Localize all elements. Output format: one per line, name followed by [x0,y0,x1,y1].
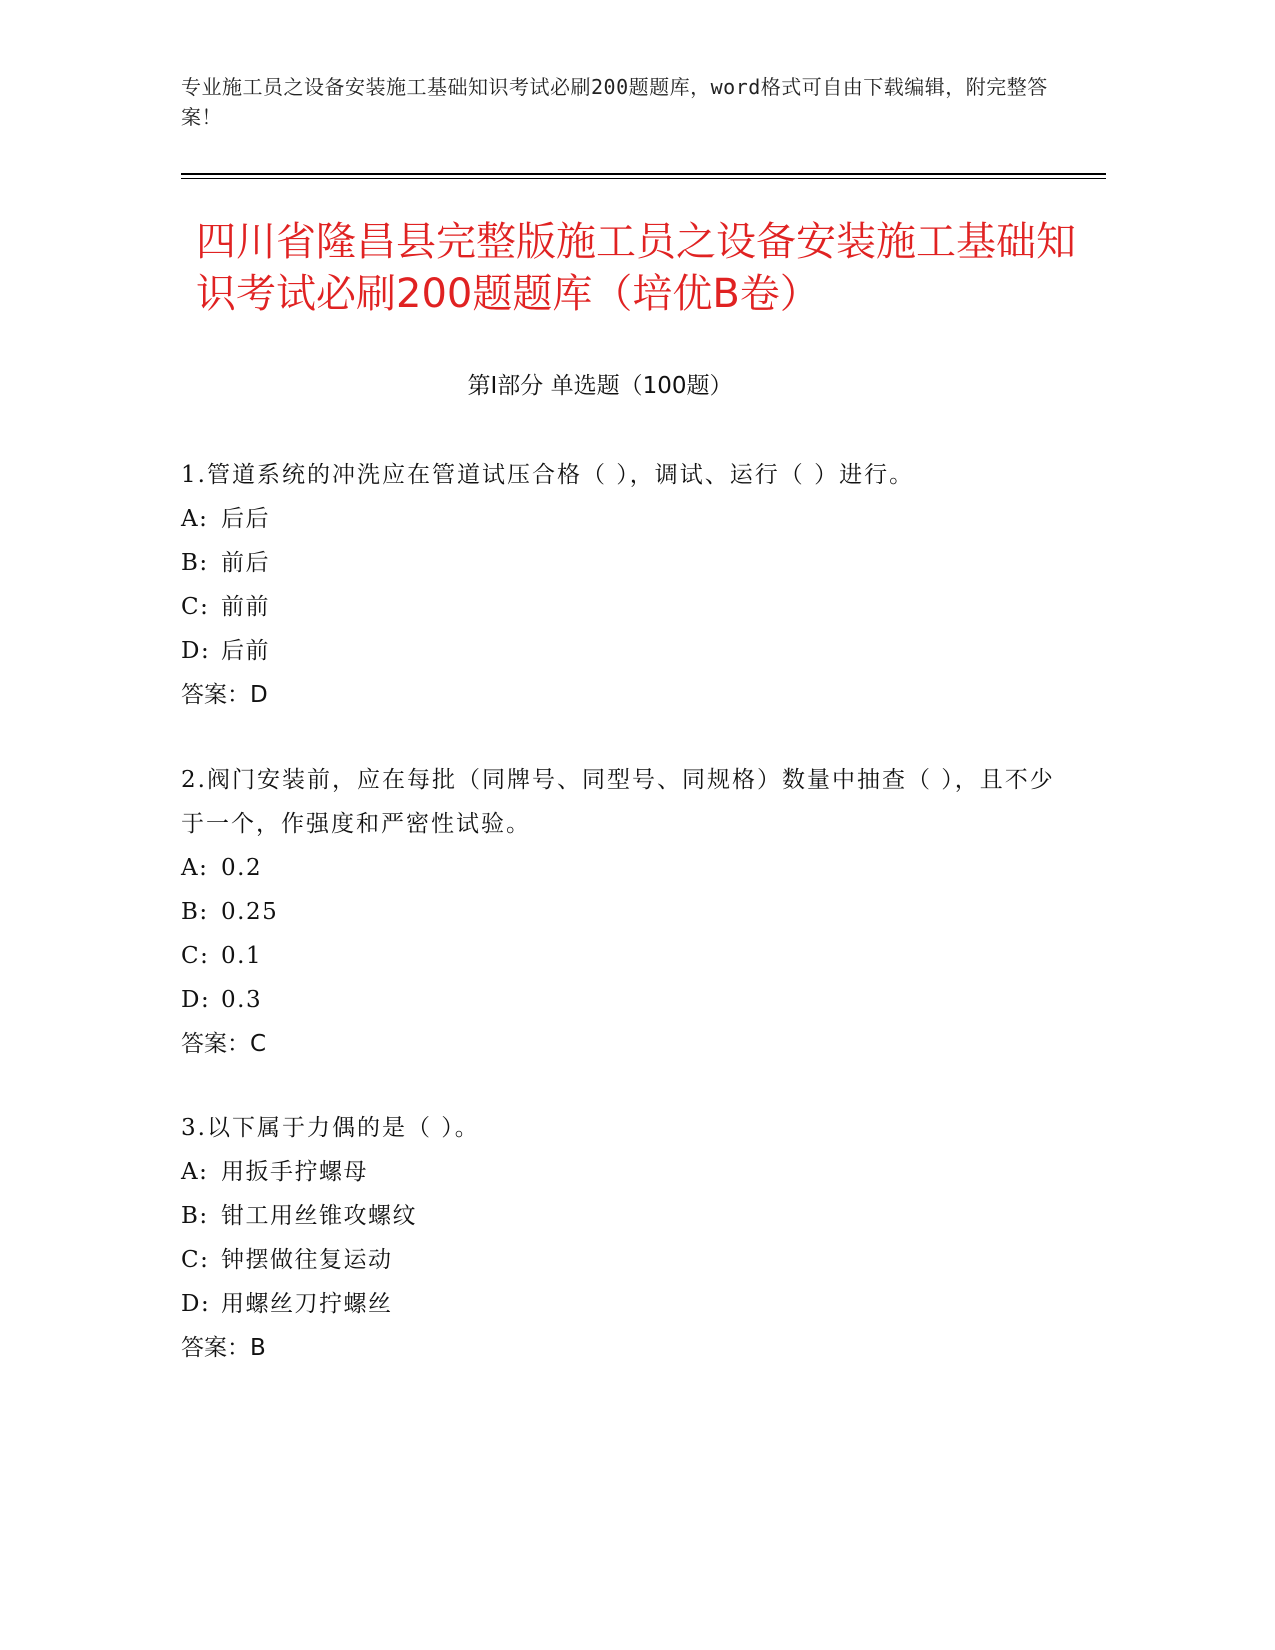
option-b [181,541,1061,585]
option-a [181,1150,1061,1194]
option-key: D: [181,987,211,1013]
option-d [181,1282,1061,1326]
question-1 [181,453,1061,717]
option-key: C: [181,1247,210,1273]
option-key: A: [181,506,209,532]
option-text: 0.2 [221,855,263,881]
option-text: 钟摆做往复运动 [221,1247,393,1273]
option-d [181,629,1061,673]
option-key: A: [181,1159,209,1185]
option-text: 0.1 [221,943,263,969]
option-text: 钳工用丝锥攻螺纹 [221,1203,417,1229]
option-key: C: [181,594,210,620]
option-text: 用扳手拧螺母 [221,1159,368,1185]
answer: 答案：B [181,1335,266,1361]
option-text: 0.3 [221,987,263,1013]
option-key: A: [181,855,209,881]
answer: 答案：D [181,682,268,708]
option-text: 用螺丝刀拧螺丝 [221,1291,393,1317]
option-key: C: [181,943,210,969]
question-stem: 3.以下属于力偶的是（ ）。 [181,1115,480,1141]
option-key: B: [181,1203,209,1229]
option-text: 后后 [221,506,270,532]
question-stem: 2.阀门安装前，应在每批（同牌号、同型号、同规格）数量中抽查（ ），且不少于一个，作强度和严密性试验。 [181,767,1055,837]
option-c [181,585,1061,629]
section-title: 第Ⅰ部分 单选题（100题） [467,373,733,399]
option-b [181,890,1061,934]
option-d [181,978,1061,1022]
option-key: B: [181,550,209,576]
answer: 答案：C [181,1031,267,1057]
option-key: D: [181,1291,211,1317]
option-text: 前后 [221,550,270,576]
option-text: 后前 [221,638,270,664]
option-key: B: [181,899,209,925]
option-a [181,497,1061,541]
option-a [181,846,1061,890]
question-2 [181,758,1061,1066]
document-title: 四川省隆昌县完整版施工员之设备安装施工基础知识考试必刷200题题库（培优B卷） [196,219,1076,317]
option-c [181,1238,1061,1282]
option-text: 前前 [221,594,270,620]
option-b [181,1194,1061,1238]
option-c [181,934,1061,978]
question-3 [181,1106,1061,1370]
header-note: 专业施工员之设备安装施工基础知识考试必刷200题题库，word格式可自由下载编辑，附完整答案！ [181,75,1048,129]
option-key: D: [181,638,211,664]
option-text: 0.25 [221,899,279,925]
header-divider-thick [181,173,1106,175]
header-divider-thin [181,178,1106,179]
question-stem: 1.管道系统的冲洗应在管道试压合格（ ），调试、运行（ ）进行。 [181,462,915,488]
